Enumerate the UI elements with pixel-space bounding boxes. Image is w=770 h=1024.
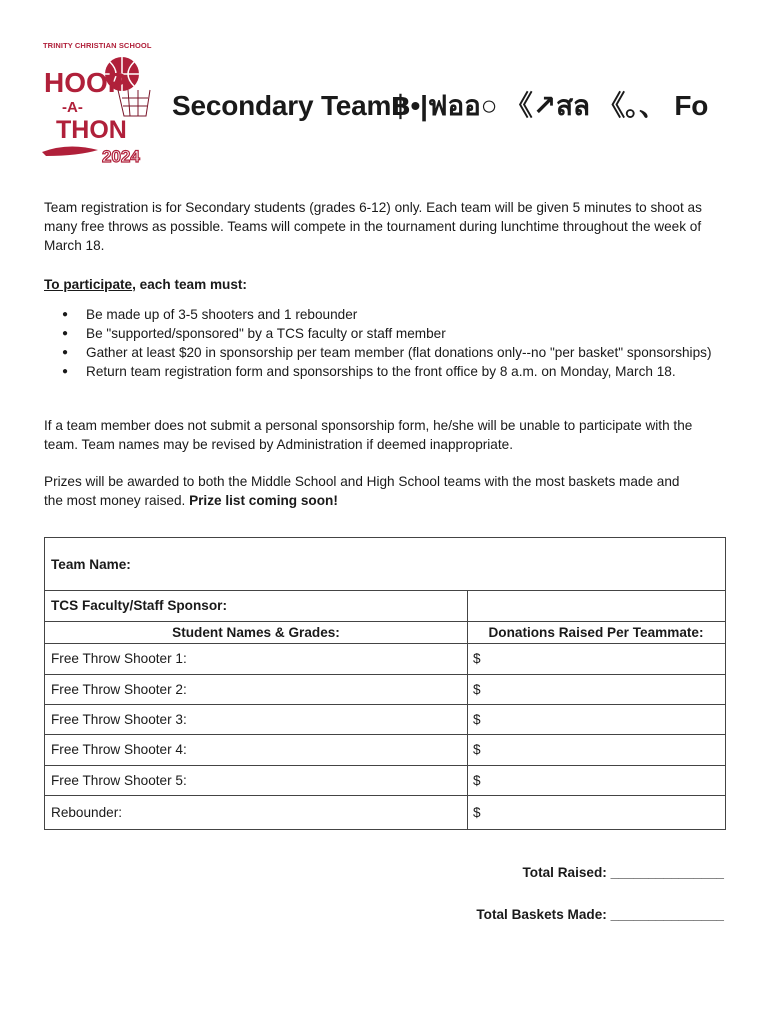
sponsorship-note: [44, 416, 692, 454]
rule-item: ● Be "supported/sponsored" by a TCS faculty or staff member: [62, 324, 711, 343]
row-label: Free Throw Shooter 1:: [51, 651, 187, 666]
note-plain: the most money raised.: [44, 493, 190, 508]
row-label: Free Throw Shooter 4:: [51, 742, 187, 757]
row-label: Free Throw Shooter 2:: [51, 681, 187, 697]
participate-underlined: To participate: [44, 277, 133, 292]
intro-line: Team registration is for Secondary students (grades 6-12) only. Each team will be given 5 minutes to shoot as: [44, 200, 702, 215]
school-name: TRINITY CHRISTIAN SCHOOL: [43, 41, 152, 50]
rule-item: ● Gather at least $20 in sponsorship per team member (flat donations only--no "per basket" sponsorships): [62, 343, 711, 362]
shooter-2-donation-field[interactable]: [467, 674, 725, 704]
logo-word-a: -A-: [62, 99, 83, 116]
students-column-header: Student Names & Grades:: [172, 624, 340, 640]
intro-paragraph: [44, 198, 702, 255]
team-name-field[interactable]: [45, 538, 725, 590]
row-label: Free Throw Shooter 3:: [51, 711, 187, 727]
shooter-1-field[interactable]: [45, 643, 467, 674]
intro-line: March 18.: [44, 238, 105, 253]
sponsor-label: TCS Faculty/Staff Sponsor:: [51, 598, 227, 613]
currency-symbol: $: [473, 711, 481, 727]
total-baskets-field[interactable]: Total Baskets Made: _______________: [476, 907, 724, 922]
currency-symbol: $: [473, 681, 481, 697]
shooter-4-field[interactable]: [45, 734, 467, 765]
rules-list: [62, 305, 711, 381]
currency-symbol: $: [473, 804, 481, 820]
row-label: Rebounder:: [51, 804, 123, 820]
note-line: team. Team names may be revised by Administration if deemed inappropriate.: [44, 437, 513, 452]
shooter-2-field[interactable]: [45, 674, 467, 704]
row-label: Free Throw Shooter 5:: [51, 772, 187, 788]
logo-word-hoop: HOOP: [44, 67, 127, 98]
note-line: [44, 491, 679, 510]
page-title: Secondary Team฿•|ฟออ○ 《↗สล 《。、 Fo: [172, 90, 709, 121]
note-line: If a team member does not submit a personal sponsorship form, he/she will be unable to participate with the: [44, 418, 693, 433]
rule-item: ● Return team registration form and sponsorships to the front office by 8 a.m. on Monday, March 18.: [62, 362, 711, 381]
shooter-3-field[interactable]: [45, 704, 467, 734]
shooter-1-donation-field[interactable]: [467, 643, 725, 674]
rebounder-donation-field[interactable]: [467, 795, 725, 829]
logo-word-thon: THON: [56, 116, 127, 144]
shooter-5-donation-field[interactable]: [467, 765, 725, 795]
team-name-label: Team Name:: [51, 556, 131, 572]
shooter-3-donation-field[interactable]: [467, 704, 725, 734]
participate-heading: [44, 275, 247, 294]
sponsor-field[interactable]: [467, 590, 725, 621]
intro-line: many free throws as possible. Teams will compete in the tournament during lunchtime throughout the week of: [44, 219, 702, 234]
rule-item: ● Be made up of 3-5 shooters and 1 rebounder: [62, 305, 711, 324]
registration-form: [44, 537, 726, 830]
prize-list-note: Prize list coming soon!: [189, 493, 338, 508]
rebounder-field[interactable]: [45, 795, 467, 829]
total-raised-field[interactable]: Total Raised: _______________: [522, 865, 724, 880]
hoop-a-thon-logo: [38, 38, 162, 168]
currency-symbol: $: [473, 651, 481, 666]
participate-rest: , each team must:: [132, 277, 247, 292]
currency-symbol: $: [473, 742, 481, 757]
shooter-5-field[interactable]: [45, 765, 467, 795]
prizes-note: [44, 472, 679, 510]
swoosh-icon: [42, 146, 98, 156]
logo-year: 2024: [102, 147, 140, 166]
currency-symbol: $: [473, 772, 481, 788]
donations-column-header: Donations Raised Per Teammate:: [488, 624, 704, 640]
note-line: Prizes will be awarded to both the Middle School and High School teams with the most baskets made and: [44, 474, 680, 489]
shooter-4-donation-field[interactable]: [467, 734, 725, 765]
